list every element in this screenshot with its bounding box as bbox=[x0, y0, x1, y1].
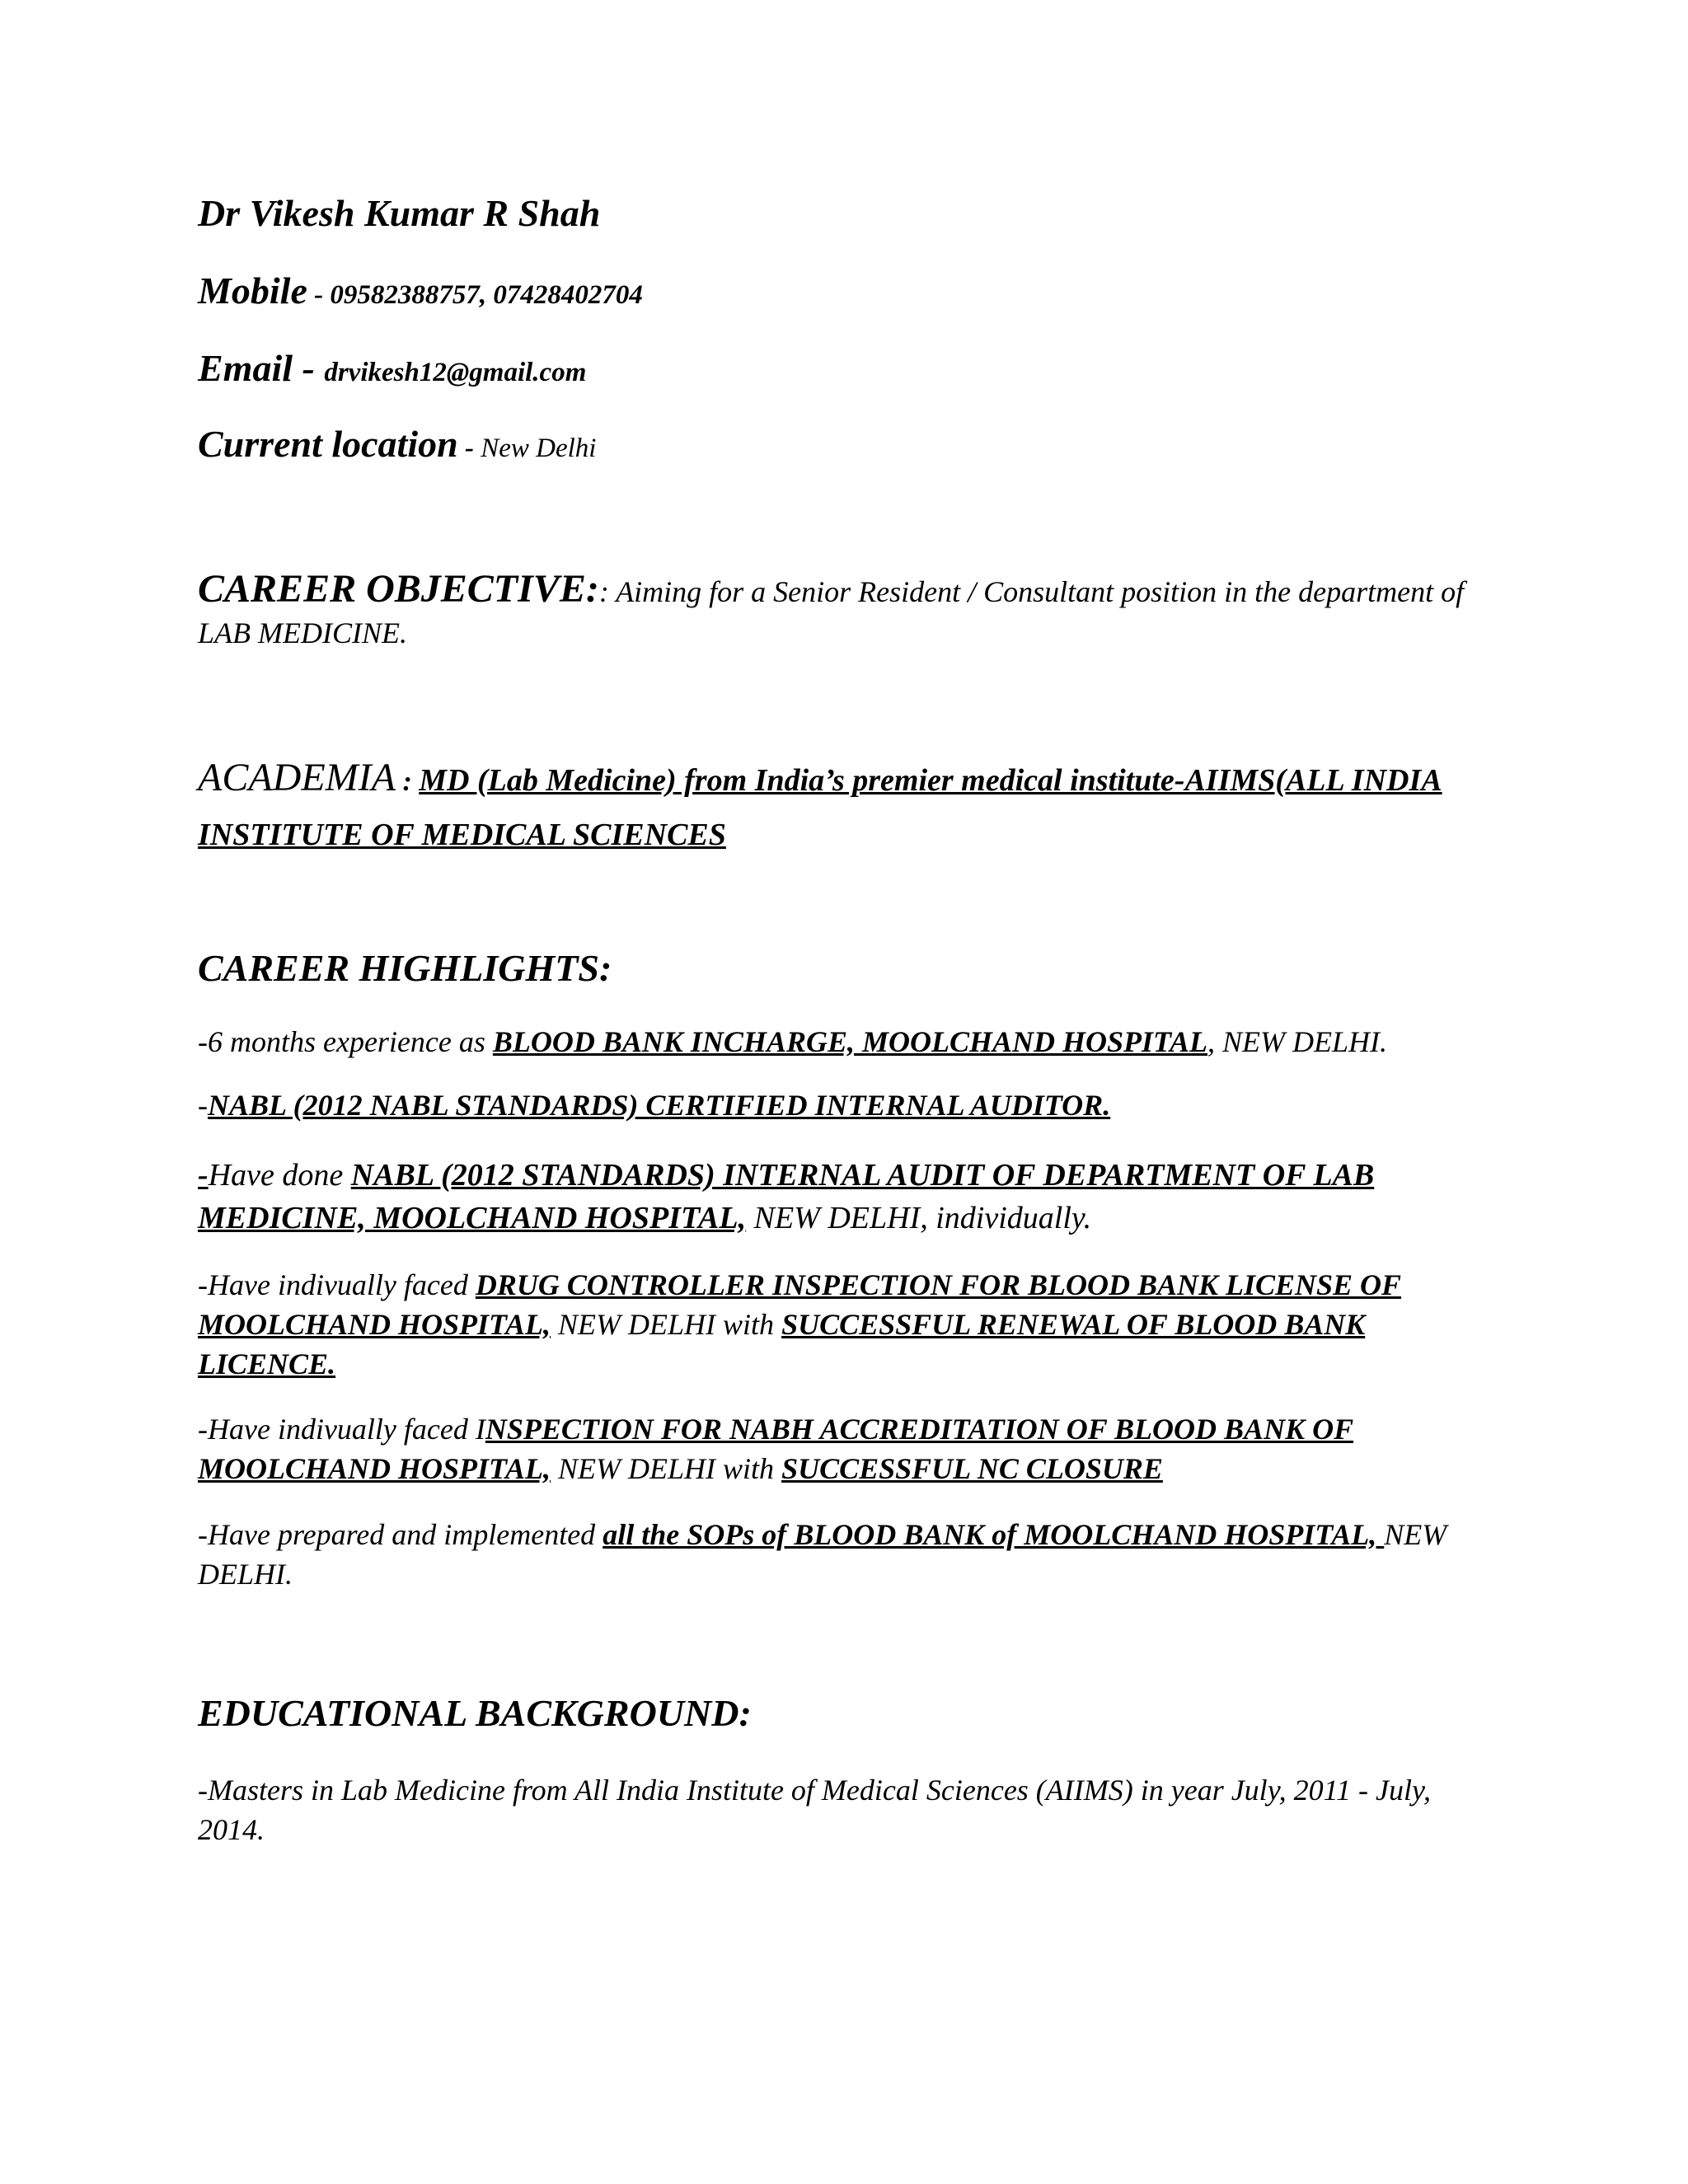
mobile-value: - 09582388757, 07428402704 bbox=[307, 280, 643, 310]
highlight-emphasis: BLOOD BANK INCHARGE, MOOLCHAND HOSPITAL bbox=[492, 1025, 1208, 1058]
highlight-item bbox=[198, 1515, 1484, 1594]
career-objective-heading: CAREER OBJECTIVE: bbox=[198, 567, 599, 611]
highlight-item bbox=[198, 1265, 1484, 1384]
highlight-emphasis: all the SOPs of BLOOD BANK of MOOLCHAND HOSPITAL, bbox=[603, 1518, 1385, 1551]
academia-degree: MD (Lab Medicine) from India’s premier medical institute-AIIMS(ALL INDIA INSTITUTE OF MEDICAL SCIENCES bbox=[198, 763, 1442, 852]
career-objective-text: : Aiming for a Senior Resident / Consultant position in the department of LAB MEDICINE. bbox=[198, 575, 1465, 649]
highlight-text: , NEW DELHI. bbox=[1207, 1025, 1388, 1058]
education-item: -Masters in Lab Medicine from All India Institute of Medical Sciences (AIIMS) in year July, 2011 - July, 2014. bbox=[198, 1774, 1431, 1846]
email-line bbox=[198, 346, 1484, 390]
highlight-text: -Have indivually faced I bbox=[198, 1413, 485, 1446]
academia-section bbox=[198, 754, 1484, 865]
highlight-item bbox=[198, 1154, 1484, 1240]
highlight-text: - bbox=[198, 1089, 208, 1122]
mobile-label: Mobile bbox=[198, 269, 307, 312]
location-separator: - bbox=[457, 434, 481, 463]
highlight-text: NEW DELHI. bbox=[198, 1518, 1447, 1591]
mobile-line bbox=[198, 269, 1484, 312]
highlight-item bbox=[198, 1022, 1484, 1062]
highlight-text: Have done bbox=[208, 1158, 351, 1193]
highlight-emphasis: DRUG CONTROLLER INSPECTION FOR BLOOD BANK LICENSE OF MOOLCHAND HOSPITAL, bbox=[198, 1268, 1402, 1341]
academia-separator: : bbox=[395, 766, 420, 797]
highlight-text: NEW DELHI, individually. bbox=[746, 1201, 1092, 1235]
highlight-text: -Have prepared and implemented bbox=[198, 1518, 603, 1551]
highlight-item bbox=[198, 1409, 1484, 1488]
highlight-item bbox=[198, 1085, 1484, 1125]
highlight-emphasis: NSPECTION FOR NABH ACCREDITATION OF BLOOD BANK OF MOOLCHAND HOSPITAL, bbox=[198, 1413, 1354, 1485]
academia-heading: ACADEMIA bbox=[198, 756, 396, 799]
location-label: Current location bbox=[198, 423, 458, 465]
career-objective bbox=[198, 569, 1484, 654]
highlight-text: -6 months experience as bbox=[198, 1025, 493, 1058]
career-highlights-heading: CAREER HIGHLIGHTS: bbox=[198, 947, 612, 989]
highlight-emphasis: SUCCESSFUL NC CLOSURE bbox=[781, 1452, 1163, 1485]
highlight-text: NEW DELHI with bbox=[551, 1452, 782, 1485]
location-line bbox=[198, 422, 1484, 466]
email-label: Email - bbox=[198, 347, 325, 389]
candidate-name: Dr Vikesh Kumar R Shah bbox=[198, 192, 601, 234]
highlight-text: NEW DELHI with bbox=[551, 1308, 782, 1341]
educational-background-heading: EDUCATIONAL BACKGROUND: bbox=[198, 1692, 752, 1734]
location-value: New Delhi bbox=[481, 434, 597, 463]
highlight-dash: - bbox=[198, 1158, 209, 1193]
highlight-emphasis: SUCCESSFUL RENEWAL OF BLOOD BANK LICENCE. bbox=[198, 1308, 1366, 1380]
highlight-emphasis: NABL (2012 STANDARDS) INTERNAL AUDIT OF DEPARTMENT OF LAB MEDICINE, MOOLCHAND HOSPITAL, bbox=[198, 1158, 1375, 1235]
email-value: drvikesh12@gmail.com bbox=[324, 358, 587, 387]
highlight-emphasis: NABL (2012 NABL STANDARDS) CERTIFIED INTERNAL AUDITOR. bbox=[208, 1089, 1111, 1122]
highlight-text: -Have indivually faced bbox=[198, 1268, 476, 1301]
